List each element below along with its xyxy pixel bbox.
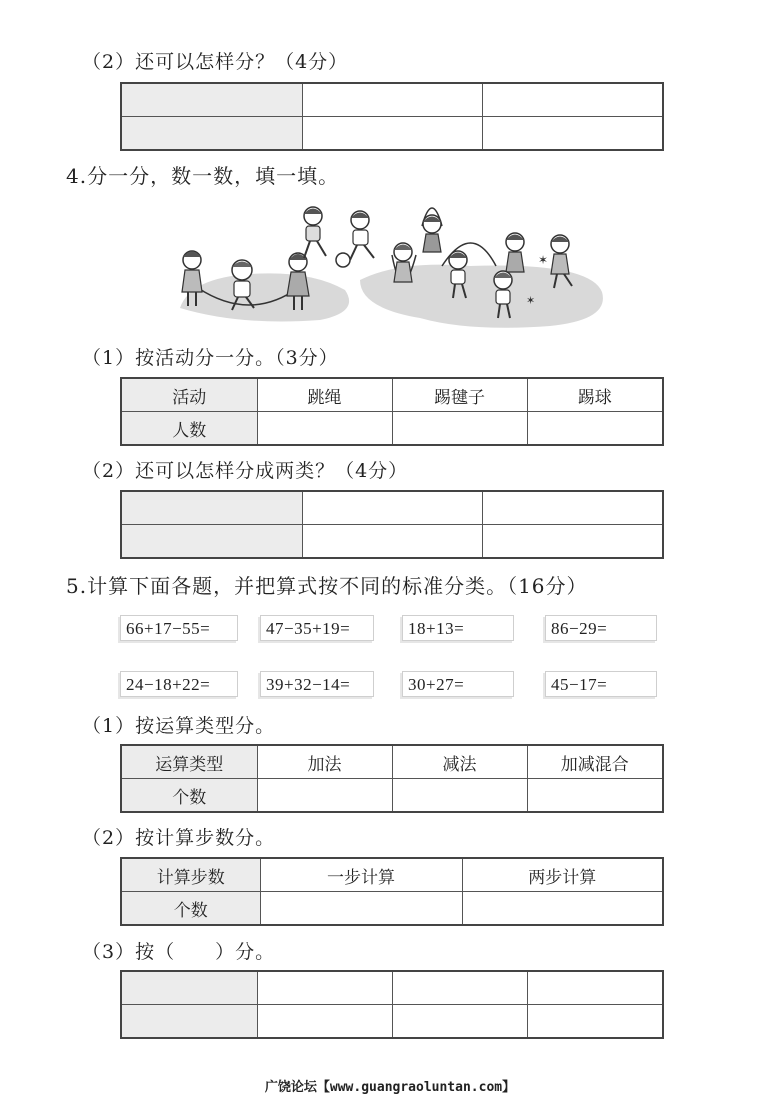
answer-cell[interactable] <box>527 971 663 1005</box>
calc-expression[interactable]: 18+13= <box>402 615 514 641</box>
answer-cell[interactable] <box>260 892 462 926</box>
calc-expression[interactable]: 86−29= <box>545 615 657 641</box>
q5-part2-title: （2）按计算步数分。 <box>82 827 276 849</box>
answer-cell[interactable] <box>482 525 663 559</box>
answer-cell[interactable] <box>392 779 527 813</box>
calc-expression[interactable]: 45−17= <box>545 671 657 697</box>
answer-cell[interactable] <box>462 892 663 926</box>
child-figure <box>506 233 524 272</box>
child-figure <box>394 243 412 282</box>
q4-title: 4.分一分，数一数，填一填。 <box>66 164 340 188</box>
answer-cell[interactable] <box>121 83 302 117</box>
answer-cell[interactable] <box>392 971 527 1005</box>
child-figure <box>423 215 441 252</box>
answer-cell[interactable] <box>392 1005 527 1039</box>
calc-expression[interactable]: 47−35+19= <box>260 615 374 641</box>
q4-activity-table <box>120 377 664 446</box>
answer-cell[interactable] <box>121 117 302 151</box>
table-row-label: 个数 <box>121 779 257 813</box>
q5-part3-title: （3）按（ ）分。 <box>82 941 276 963</box>
calc-expression[interactable]: 66+17−55= <box>120 615 238 641</box>
children-playing-illustration <box>170 200 610 335</box>
table-header-cell: 运算类型 <box>121 745 257 779</box>
calc-expression[interactable]: 39+32−14= <box>260 671 374 697</box>
calc-expression[interactable]: 30+27= <box>402 671 514 697</box>
q4-part2-title: （2）还可以怎样分成两类？（4分） <box>82 460 409 482</box>
footer-watermark: 广饶论坛【www.guangraoluntan.com】 <box>264 1080 516 1095</box>
svg-text:✶: ✶ <box>526 294 536 307</box>
child-figure <box>304 207 326 258</box>
answer-cell[interactable] <box>121 971 257 1005</box>
ball-icon <box>336 253 350 267</box>
q5-title: 5.计算下面各题，并把算式按不同的标准分类。（16分） <box>66 574 588 598</box>
answer-cell[interactable] <box>302 525 482 559</box>
answer-cell[interactable] <box>121 491 302 525</box>
answer-cell[interactable] <box>257 412 392 446</box>
q4-part1-title: （1）按活动分一分。（3分） <box>82 347 339 369</box>
answer-cell[interactable] <box>302 491 482 525</box>
answer-cell[interactable] <box>527 412 663 446</box>
table-header-cell: 一步计算 <box>260 858 462 892</box>
answer-cell[interactable] <box>392 412 527 446</box>
table-header-cell: 计算步数 <box>121 858 260 892</box>
q3-part2-title: （2）还可以怎样分？（4分） <box>82 51 349 73</box>
answer-cell[interactable] <box>482 83 663 117</box>
q4-part2-answer-table <box>120 490 664 559</box>
table-row-label: 人数 <box>121 412 257 446</box>
table-header-cell: 踢毽子 <box>392 378 527 412</box>
table-header-cell: 活动 <box>121 378 257 412</box>
q5-part3-answer-table <box>120 970 664 1039</box>
answer-cell[interactable] <box>257 971 392 1005</box>
answer-cell[interactable] <box>257 1005 392 1039</box>
q5-operation-type-table <box>120 744 664 813</box>
table-header-cell: 减法 <box>392 745 527 779</box>
table-header-cell: 两步计算 <box>462 858 663 892</box>
answer-cell[interactable] <box>302 117 482 151</box>
q5-step-count-table <box>120 857 664 926</box>
q3-part2-answer-table <box>120 82 664 151</box>
answer-cell[interactable] <box>482 117 663 151</box>
answer-cell[interactable] <box>302 83 482 117</box>
child-figure <box>350 211 374 260</box>
table-header-cell: 跳绳 <box>257 378 392 412</box>
q5-part1-title: （1）按运算类型分。 <box>82 715 276 737</box>
svg-text:✶: ✶ <box>538 253 549 267</box>
answer-cell[interactable] <box>527 1005 663 1039</box>
answer-cell[interactable] <box>121 525 302 559</box>
table-header-cell: 加减混合 <box>527 745 663 779</box>
table-header-cell: 加法 <box>257 745 392 779</box>
table-row-label: 个数 <box>121 892 260 926</box>
answer-cell[interactable] <box>527 779 663 813</box>
answer-cell[interactable] <box>257 779 392 813</box>
table-header-cell: 踢球 <box>527 378 663 412</box>
calc-expression[interactable]: 24−18+22= <box>120 671 238 697</box>
answer-cell[interactable] <box>482 491 663 525</box>
answer-cell[interactable] <box>121 1005 257 1039</box>
